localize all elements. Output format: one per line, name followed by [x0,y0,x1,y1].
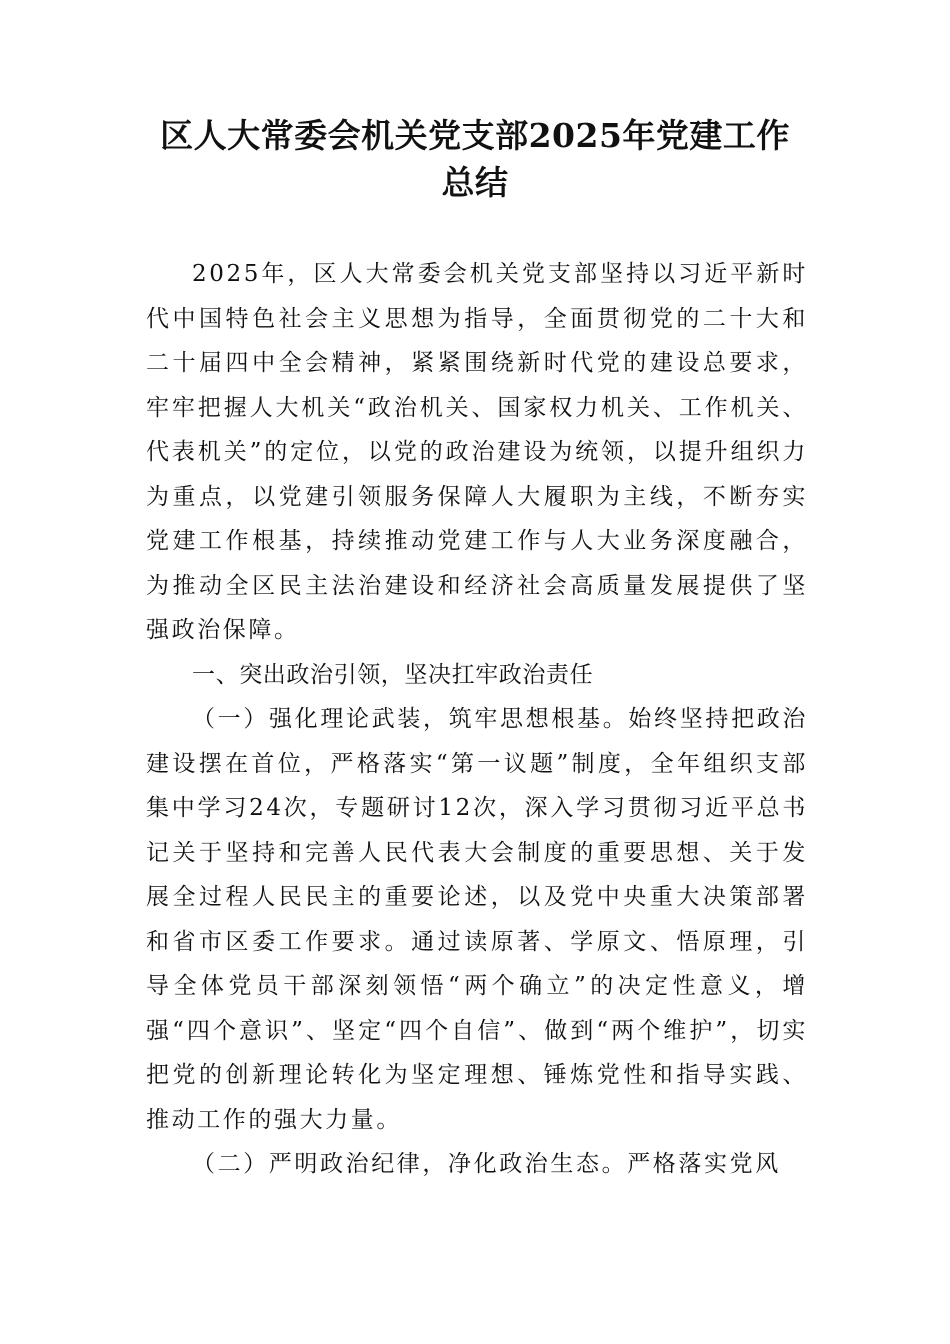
subsection-2-title: （二）严明政治纪律，净化政治生态。 [192,1151,628,1177]
intro-paragraph: 2025年，区人大常委会机关党支部坚持以习近平新时代中国特色社会主义思想为指导，全面贯彻党的二十大和二十届四中全会精神，紧紧围绕新时代党的建设总要求，牢牢把握人大机关“政治机关、国家权力机关、工作机关、代表机关”的定位，以党的政治建设为统领，以提升组织力为重点，以党建引领服务保障人大履职为主线，不断夯实党建工作根基，持续推动党建工作与人大业务深度融合，为推动全区民主法治建设和经济社会高质量发展提供了坚强政治保障。 [146,261,808,643]
document-body [146,252,808,1187]
subsection-1-paragraph [146,697,808,1142]
subsection-1-body: 始终坚持把政治建设摆在首位，严格落实“第一议题”制度，全年组织支部集中学习24次，专题研讨12次，深入学习贯彻习近平总书记关于坚持和完善人民代表大会制度的重要思想、关于发展全过程人民民主的重要论述，以及党中央重大决策部署和省市区委工作要求。通过读原著、学原文、悟原理，引导全体党员干部深刻领悟“两个确立”的决定性意义，增强“四个意识”、坚定“四个自信”、做到“两个维护”，切实把党的创新理论转化为坚定理想、锤炼党性和指导实践、推动工作的强大力量。 [146,706,809,1133]
title-line-1: 区人大常委会机关党支部2025年党建工作 [160,116,790,155]
subsection-2-body: 严格落实党风 [627,1151,781,1177]
subsection-2-paragraph [146,1142,808,1187]
subsection-1-title: （一）强化理论武装，筑牢思想根基。 [192,706,629,732]
document-title [120,112,830,206]
title-line-2: 总结 [441,163,509,202]
section-1-heading: 一、突出政治引领，坚决扛牢政治责任 [192,661,594,688]
